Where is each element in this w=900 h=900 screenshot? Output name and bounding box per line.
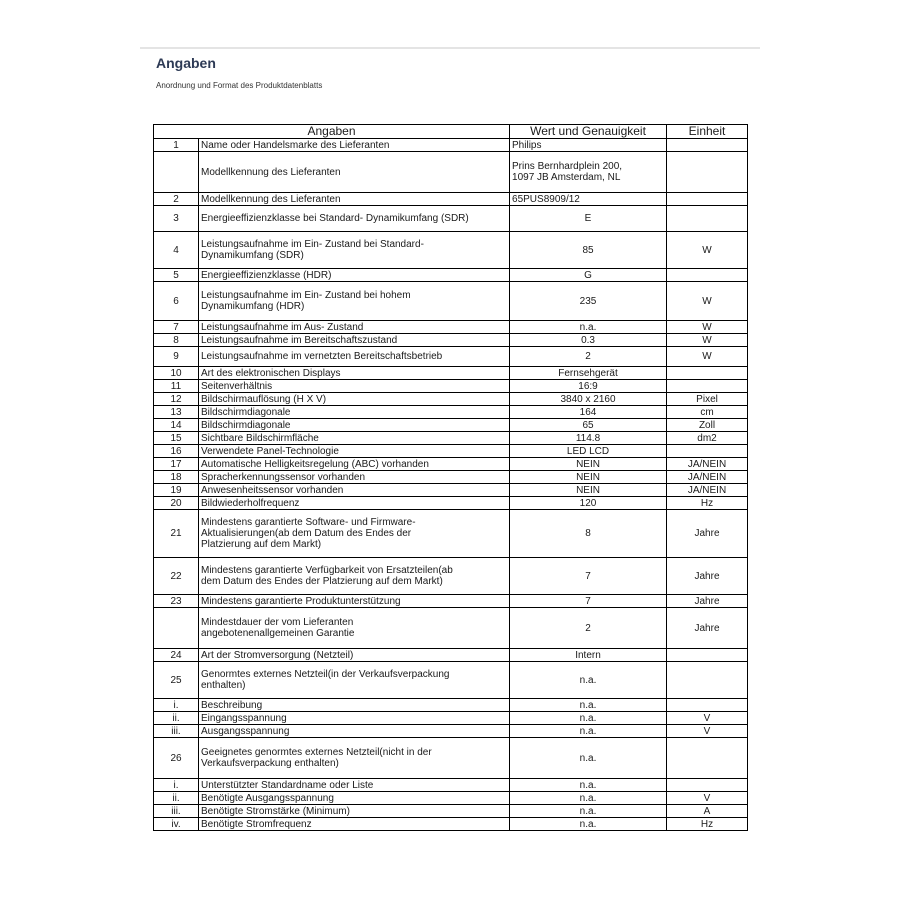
row-label: Art des elektronischen Displays	[199, 367, 510, 380]
row-number: 12	[154, 393, 199, 406]
row-label: Bildwiederholfrequenz	[199, 497, 510, 510]
row-value: n.a.	[510, 662, 667, 699]
column-header-wert: Wert und Genauigkeit	[510, 125, 667, 139]
row-label: Anwesenheitssensor vorhanden	[199, 484, 510, 497]
row-value: n.a.	[510, 738, 667, 779]
row-value: 85	[510, 232, 667, 269]
row-label: Mindestens garantierte Verfügbarkeit von Ersatzteilen(ab dem Datum des Endes der Platzierung auf dem Markt)	[199, 558, 510, 595]
table-header-row	[154, 125, 748, 139]
row-label: Modellkennung des Lieferanten	[199, 193, 510, 206]
row-unit: V	[667, 725, 748, 738]
row-label: Genormtes externes Netzteil(in der Verkaufsverpackung enthalten)	[199, 662, 510, 699]
row-label: Name oder Handelsmarke des Lieferanten	[199, 139, 510, 152]
row-value: n.a.	[510, 792, 667, 805]
table-row	[154, 608, 748, 649]
row-unit: W	[667, 282, 748, 321]
row-label: Leistungsaufnahme im vernetzten Bereitschaftsbetrieb	[199, 347, 510, 367]
table-row	[154, 510, 748, 558]
table-row	[154, 725, 748, 738]
row-label: Beschreibung	[199, 699, 510, 712]
row-number: 21	[154, 510, 199, 558]
table-row	[154, 818, 748, 831]
row-value: 235	[510, 282, 667, 321]
row-label: Seitenverhältnis	[199, 380, 510, 393]
row-number: i.	[154, 699, 199, 712]
table-row	[154, 497, 748, 510]
row-number: 6	[154, 282, 199, 321]
row-value: 65	[510, 419, 667, 432]
row-unit	[667, 380, 748, 393]
row-unit: V	[667, 792, 748, 805]
row-value: n.a.	[510, 818, 667, 831]
row-number: 23	[154, 595, 199, 608]
row-number	[154, 608, 199, 649]
row-unit	[667, 649, 748, 662]
row-number: 3	[154, 206, 199, 232]
row-number: 20	[154, 497, 199, 510]
row-value: n.a.	[510, 779, 667, 792]
table-row	[154, 792, 748, 805]
table-row	[154, 334, 748, 347]
row-label: Benötigte Stromstärke (Minimum)	[199, 805, 510, 818]
row-number: iii.	[154, 805, 199, 818]
row-number: 5	[154, 269, 199, 282]
row-value: Philips	[510, 139, 667, 152]
row-unit: W	[667, 347, 748, 367]
row-value: 7	[510, 595, 667, 608]
row-label: Benötigte Stromfrequenz	[199, 818, 510, 831]
row-value: G	[510, 269, 667, 282]
product-datasheet-table	[153, 124, 748, 831]
row-value: NEIN	[510, 458, 667, 471]
row-value: 65PUS8909/12	[510, 193, 667, 206]
table-row	[154, 269, 748, 282]
row-number: 15	[154, 432, 199, 445]
table-row	[154, 649, 748, 662]
row-number: 14	[154, 419, 199, 432]
row-unit: Jahre	[667, 595, 748, 608]
row-number: 9	[154, 347, 199, 367]
row-value: n.a.	[510, 712, 667, 725]
table-row	[154, 805, 748, 818]
row-number: 16	[154, 445, 199, 458]
row-value: 3840 x 2160	[510, 393, 667, 406]
row-unit	[667, 699, 748, 712]
row-label: Modellkennung des Lieferanten	[199, 152, 510, 193]
row-label: Bildschirmdiagonale	[199, 406, 510, 419]
row-unit	[667, 779, 748, 792]
row-value: 16:9	[510, 380, 667, 393]
row-number: ii.	[154, 792, 199, 805]
row-label: Eingangsspannung	[199, 712, 510, 725]
row-unit: Jahre	[667, 510, 748, 558]
row-unit	[667, 152, 748, 193]
row-number: 19	[154, 484, 199, 497]
row-label: Mindestdauer der vom Lieferanten angebotenenallgemeinen Garantie	[199, 608, 510, 649]
page-title: Angaben	[156, 55, 216, 71]
row-number: ii.	[154, 712, 199, 725]
table-row	[154, 595, 748, 608]
row-label: Bildschirmauflösung (H X V)	[199, 393, 510, 406]
row-unit: JA/NEIN	[667, 484, 748, 497]
column-header-einheit: Einheit	[667, 125, 748, 139]
row-number: 7	[154, 321, 199, 334]
row-value: Prins Bernhardplein 200, 1097 JB Amsterdam, NL	[510, 152, 667, 193]
table-row	[154, 432, 748, 445]
row-label: Automatische Helligkeitsregelung (ABC) vorhanden	[199, 458, 510, 471]
row-unit: W	[667, 321, 748, 334]
row-number: 17	[154, 458, 199, 471]
row-label: Leistungsaufnahme im Bereitschaftszustand	[199, 334, 510, 347]
row-label: Leistungsaufnahme im Ein- Zustand bei Standard- Dynamikumfang (SDR)	[199, 232, 510, 269]
row-number: 2	[154, 193, 199, 206]
page-subtitle: Anordnung und Format des Produktdatenblatts	[156, 81, 323, 90]
table-row	[154, 712, 748, 725]
table-row	[154, 193, 748, 206]
row-number: 4	[154, 232, 199, 269]
row-label: Verwendete Panel-Technologie	[199, 445, 510, 458]
row-label: Leistungsaufnahme im Ein- Zustand bei hohem Dynamikumfang (HDR)	[199, 282, 510, 321]
row-unit: dm2	[667, 432, 748, 445]
row-unit	[667, 139, 748, 152]
row-label: Ausgangsspannung	[199, 725, 510, 738]
row-unit	[667, 206, 748, 232]
table-row	[154, 779, 748, 792]
table-row	[154, 321, 748, 334]
table-row	[154, 458, 748, 471]
table-row	[154, 232, 748, 269]
row-unit	[667, 738, 748, 779]
row-unit: Pixel	[667, 393, 748, 406]
row-unit: A	[667, 805, 748, 818]
row-value: NEIN	[510, 484, 667, 497]
table-row	[154, 471, 748, 484]
row-number: iv.	[154, 818, 199, 831]
row-label: Spracherkennungssensor vorhanden	[199, 471, 510, 484]
row-unit: Jahre	[667, 558, 748, 595]
row-number: 13	[154, 406, 199, 419]
row-value: n.a.	[510, 725, 667, 738]
row-label: Unterstützter Standardname oder Liste	[199, 779, 510, 792]
row-value: 8	[510, 510, 667, 558]
row-number: iii.	[154, 725, 199, 738]
row-unit: Hz	[667, 497, 748, 510]
table-row	[154, 662, 748, 699]
row-number: 18	[154, 471, 199, 484]
row-label: Energieeffizienzklasse (HDR)	[199, 269, 510, 282]
row-value: 7	[510, 558, 667, 595]
row-unit	[667, 193, 748, 206]
row-unit	[667, 445, 748, 458]
table-row	[154, 738, 748, 779]
table-row	[154, 367, 748, 380]
row-unit: Hz	[667, 818, 748, 831]
row-unit: Zoll	[667, 419, 748, 432]
row-label: Bildschirmdiagonale	[199, 419, 510, 432]
row-value: 0.3	[510, 334, 667, 347]
row-value: 114.8	[510, 432, 667, 445]
row-value: n.a.	[510, 805, 667, 818]
row-value: 2	[510, 347, 667, 367]
row-label: Mindestens garantierte Software- und Firmware- Aktualisierungen(ab dem Datum des Endes der Platzierung auf dem Markt)	[199, 510, 510, 558]
top-divider	[140, 47, 760, 49]
table-row	[154, 380, 748, 393]
row-value: Intern	[510, 649, 667, 662]
table-row	[154, 282, 748, 321]
table-row	[154, 699, 748, 712]
row-value: LED LCD	[510, 445, 667, 458]
table-row	[154, 139, 748, 152]
column-header-angaben: Angaben	[154, 125, 510, 139]
row-label: Mindestens garantierte Produktunterstützung	[199, 595, 510, 608]
row-value: 120	[510, 497, 667, 510]
row-label: Leistungsaufnahme im Aus- Zustand	[199, 321, 510, 334]
row-value: n.a.	[510, 699, 667, 712]
row-label: Geeignetes genormtes externes Netzteil(nicht in der Verkaufsverpackung enthalten)	[199, 738, 510, 779]
row-unit: W	[667, 334, 748, 347]
row-unit	[667, 662, 748, 699]
table-row	[154, 393, 748, 406]
row-unit: W	[667, 232, 748, 269]
row-number: i.	[154, 779, 199, 792]
table-row	[154, 558, 748, 595]
row-unit: cm	[667, 406, 748, 419]
table-row	[154, 152, 748, 193]
row-unit: V	[667, 712, 748, 725]
table-row	[154, 419, 748, 432]
row-label: Sichtbare Bildschirmfläche	[199, 432, 510, 445]
row-value: n.a.	[510, 321, 667, 334]
row-unit	[667, 269, 748, 282]
row-label: Benötigte Ausgangsspannung	[199, 792, 510, 805]
row-value: Fernsehgerät	[510, 367, 667, 380]
table-row	[154, 445, 748, 458]
row-value: 2	[510, 608, 667, 649]
row-number: 25	[154, 662, 199, 699]
row-number: 1	[154, 139, 199, 152]
row-number: 11	[154, 380, 199, 393]
row-unit: JA/NEIN	[667, 458, 748, 471]
table-row	[154, 406, 748, 419]
row-number: 10	[154, 367, 199, 380]
row-unit	[667, 367, 748, 380]
row-number	[154, 152, 199, 193]
row-value: NEIN	[510, 471, 667, 484]
row-number: 24	[154, 649, 199, 662]
row-unit: Jahre	[667, 608, 748, 649]
table-row	[154, 206, 748, 232]
row-value: 164	[510, 406, 667, 419]
table-row	[154, 484, 748, 497]
row-label: Energieeffizienzklasse bei Standard- Dynamikumfang (SDR)	[199, 206, 510, 232]
table-row	[154, 347, 748, 367]
row-number: 8	[154, 334, 199, 347]
row-label: Art der Stromversorgung (Netzteil)	[199, 649, 510, 662]
row-unit: JA/NEIN	[667, 471, 748, 484]
row-number: 22	[154, 558, 199, 595]
row-value: E	[510, 206, 667, 232]
row-number: 26	[154, 738, 199, 779]
